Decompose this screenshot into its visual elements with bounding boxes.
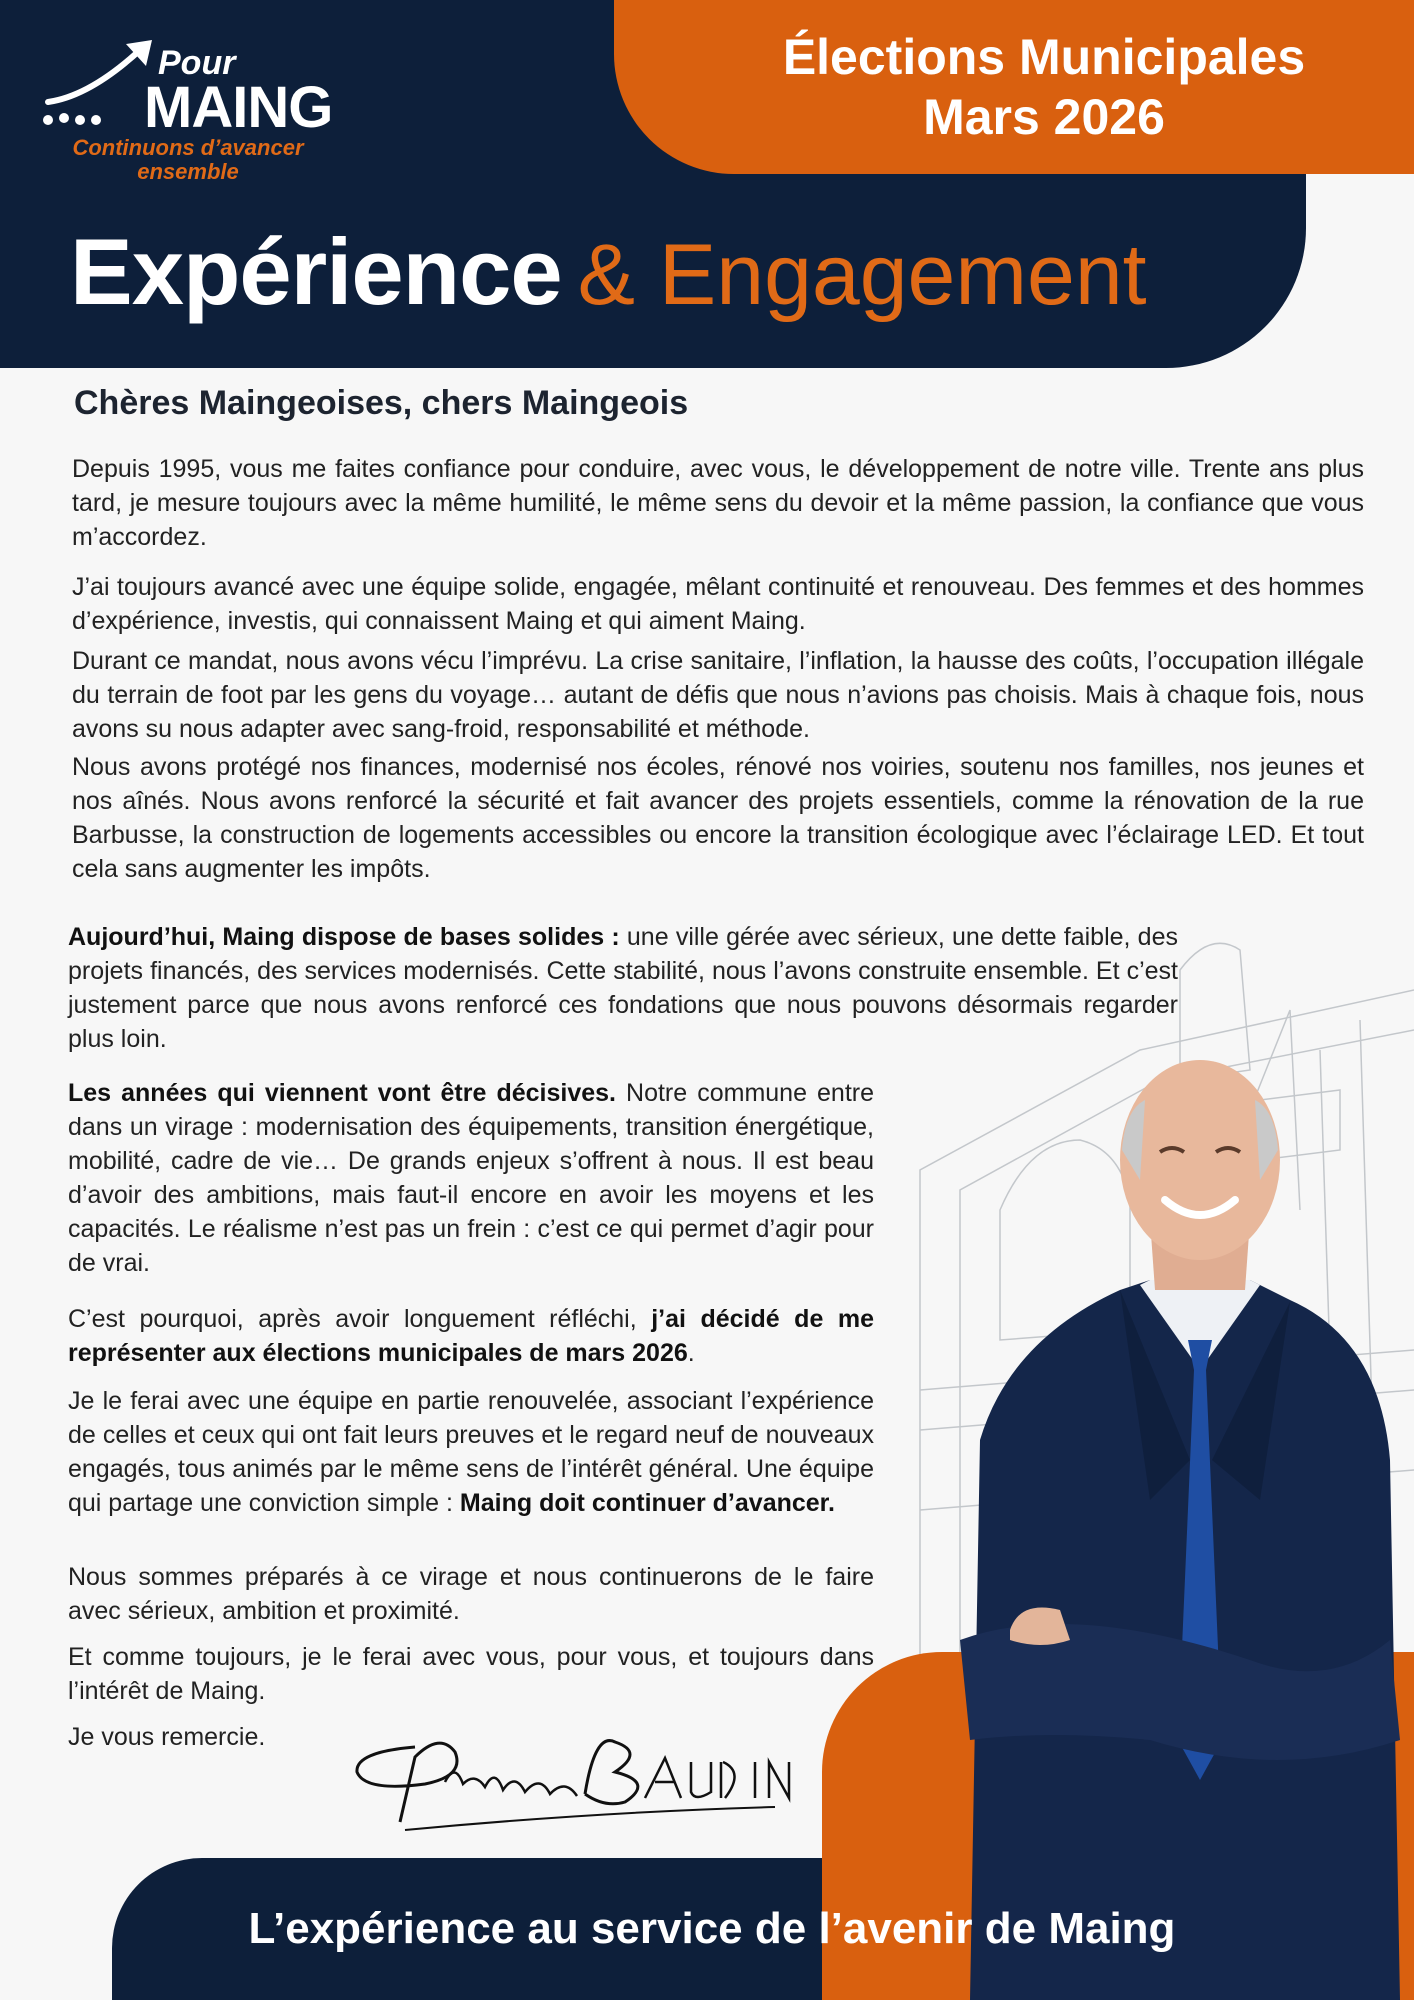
paragraph-10: Et comme toujours, je le ferai avec vous, pour vous, et toujours dans l’intérêt de Maing. (68, 1643, 874, 1705)
paragraph-7-start: C’est pourquoi, après avoir longuement réfléchi, (68, 1305, 652, 1333)
election-date: Mars 2026 (923, 89, 1165, 145)
logo-maing: MAING (144, 75, 333, 140)
paragraph-7-end: . (687, 1339, 695, 1367)
title-experience: Expérience (70, 219, 562, 324)
election-title: Élections Municipales (782, 29, 1306, 85)
paragraph-6 (68, 1076, 874, 1280)
paragraph-1: Depuis 1995, vous me faites confiance pour conduire, avec vous, le développement de notre ville. Trente ans plus tard, je mesure toujours avec la même humilité, le même sens du devoir et la même passion, la confiance que vous m’accordez. (72, 455, 1364, 551)
paragraph-3: Durant ce mandat, nous avons vécu l’imprévu. La crise sanitaire, l’inflation, la hausse des coûts, l’occupation illégale du terrain de foot par les gens du voyage… autant de défis que nous n’avions pas choisis. Mais à chaque fois, nous avons su nous adapter avec sang-froid, responsabilité et méthode. (72, 647, 1364, 743)
logo-pour: Pour (158, 44, 236, 82)
footer-slogan: L’expérience au service de l’avenir de Maing (248, 1904, 1176, 1953)
signature (345, 1712, 805, 1842)
paragraph-2: J’ai toujours avancé avec une équipe solide, engagée, mêlant continuité et renouveau. Des femmes et des hommes d’expérience, investis, qui connaissent Maing et qui aiment Maing. (72, 573, 1364, 635)
greeting: Chères Maingeoises, chers Maingeois (74, 384, 689, 422)
paragraph-6-bold: Les années qui viennent vont être décisives. (68, 1079, 616, 1107)
page-title (70, 218, 1147, 326)
paragraph-8 (68, 1384, 874, 1520)
paragraph-5-bold: Aujourd’hui, Maing dispose de bases solides : (68, 923, 620, 951)
election-banner (614, 0, 1414, 174)
logo-tagline: Continuons d’avancer ensemble (72, 135, 304, 184)
paragraph-5-text: une ville gérée avec sérieux, une dette faible, des projets financés, des services modernisés. Cette stabilité, nous l’avons construite ensemble. Et c’est justement parce que nous avons renforcé ces fondations que nous pouvons désormais regarder plus loin. (68, 923, 1178, 1053)
closing-thanks: Je vous remercie. (68, 1723, 266, 1751)
paragraph-9: Nous sommes préparés à ce virage et nous continuerons de le faire avec sérieux, ambition et proximité. (68, 1563, 874, 1625)
paragraph-4: Nous avons protégé nos finances, modernisé nos écoles, rénové nos voiries, soutenu nos familles, nos jeunes et nos aînés. Nous avons renforcé la sécurité et fait avancer des projets essentiels, comme la rénovation de la rue Barbusse, la construction de logements accessibles ou encore la transition écologique avec l’éclairage LED. Et tout cela sans augmenter les impôts. (72, 753, 1364, 883)
paragraph-5 (68, 920, 1178, 1056)
title-engagement: & Engagement (577, 227, 1147, 323)
paragraph-8-text: Je le ferai avec une équipe en partie renouvelée, associant l’expérience de celles et ceux qui ont fait leurs preuves et le regard neuf de nouveaux engagés, tous animés par le même sens de l’intérêt général. Une équipe qui partage une conviction simple : (68, 1387, 874, 1517)
campaign-logo (40, 36, 340, 196)
paragraph-8-bold: Maing doit continuer d’avancer. (459, 1489, 835, 1517)
candidate-portrait (950, 1040, 1414, 2000)
paragraph-6-text: Notre commune entre dans un virage : modernisation des équipements, transition énergétique, mobilité, cadre de vie… De grands enjeux s’offrent à nous. Il est beau d’avoir des ambitions, mais faut-il encore en avoir les moyens et les capacités. Le réalisme n’est pas un frein : c’est ce qui permet d’agir pour de vrai. (68, 1079, 875, 1277)
paragraph-7-bold: j’ai décidé de me représenter aux élections municipales de mars 2026 (68, 1305, 874, 1367)
paragraph-7 (68, 1302, 874, 1370)
